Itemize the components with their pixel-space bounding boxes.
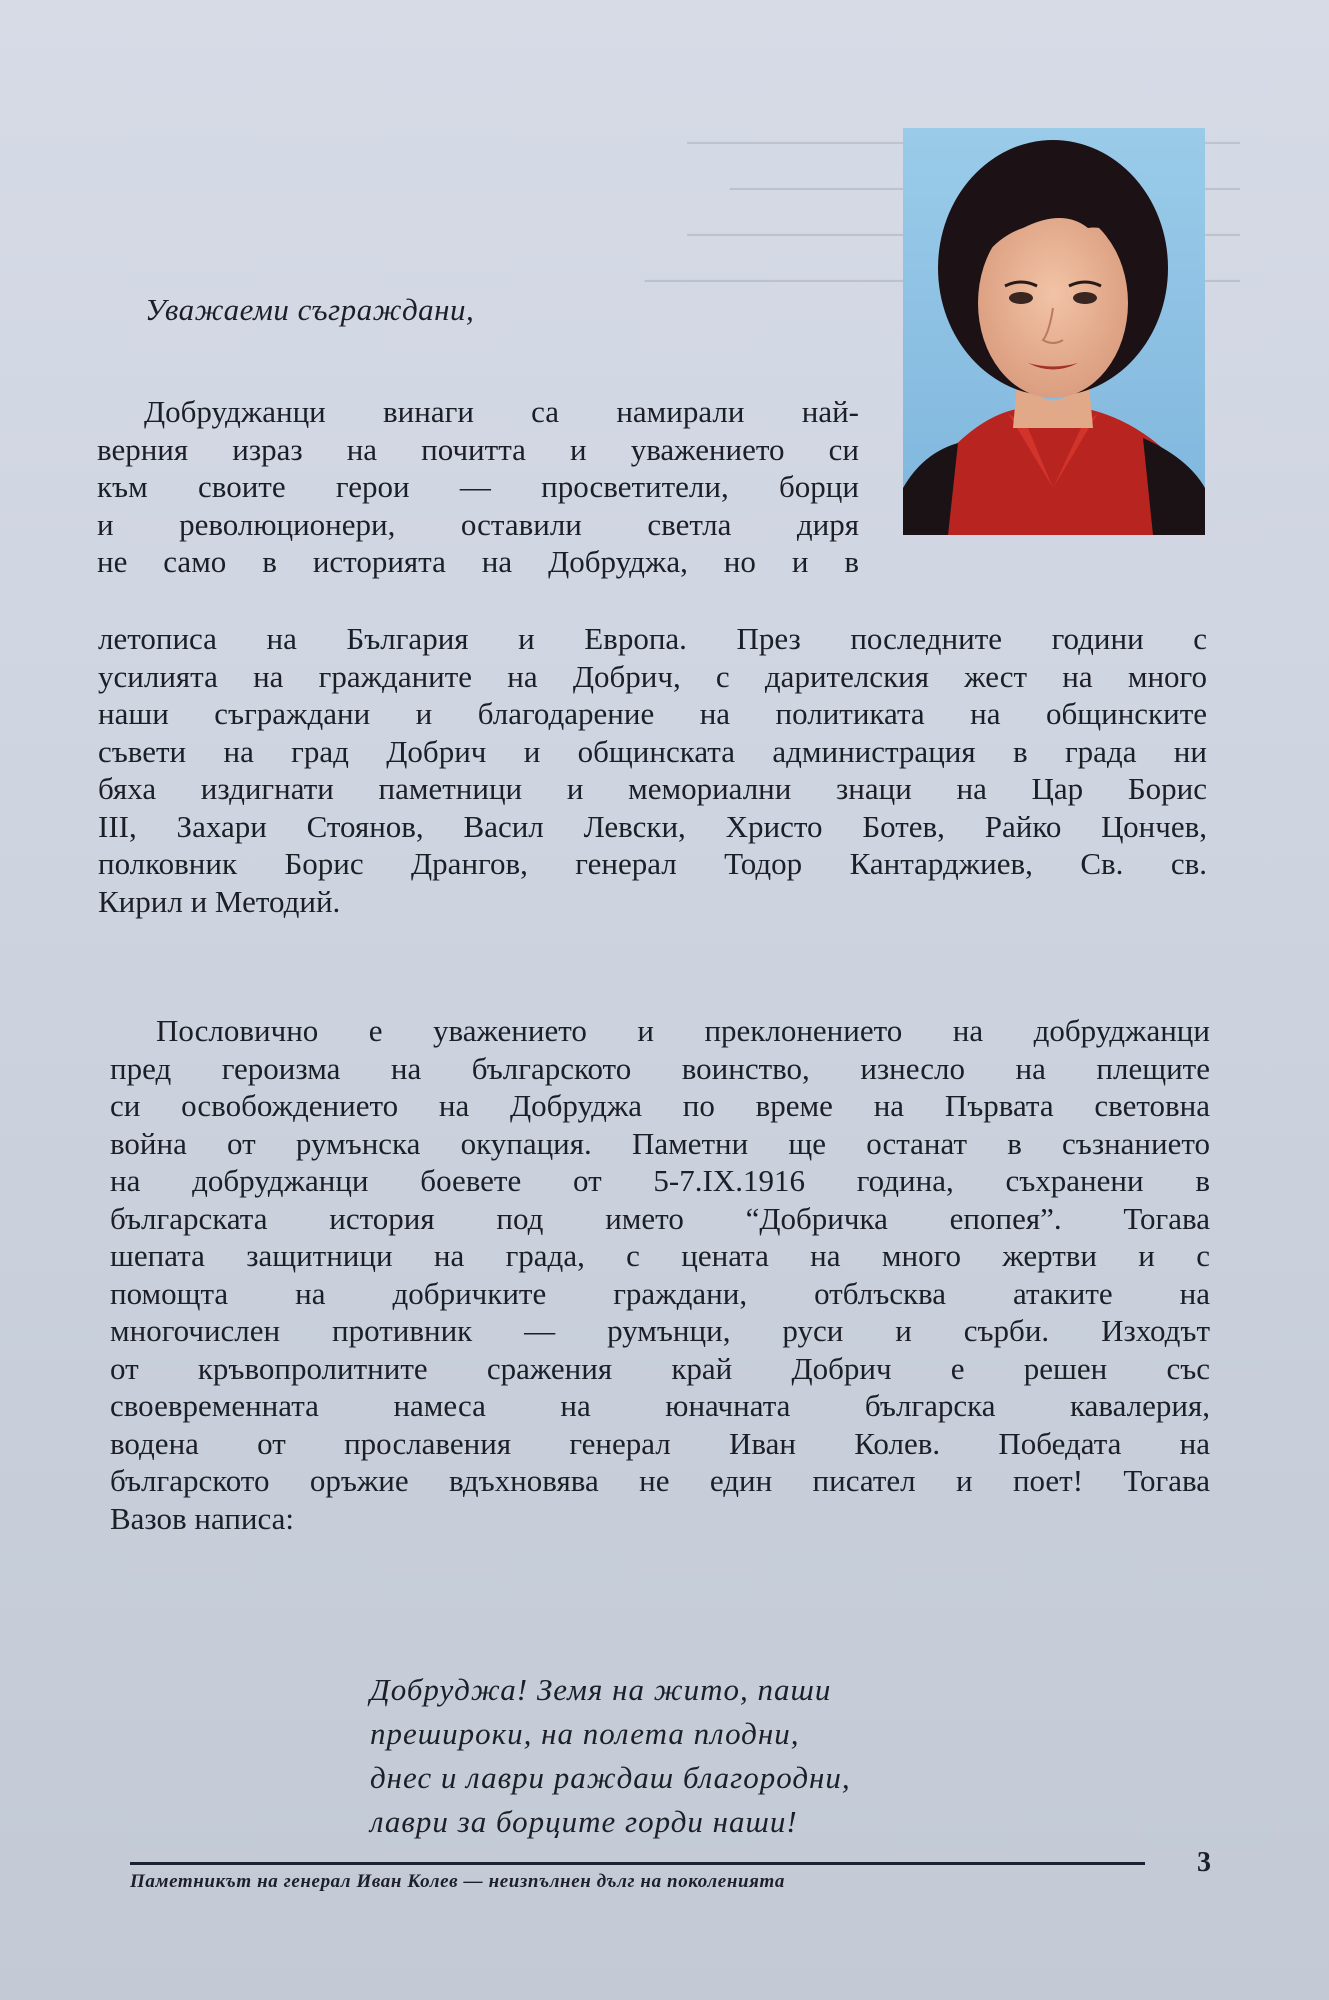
page-number: 3 xyxy=(1197,1847,1211,1878)
text-line: на добруджанци боевете от 5-7.IX.1916 година, съхранени в xyxy=(110,1163,1210,1198)
text-line: българската история под името “Добричка епопея”. Тогава xyxy=(110,1200,1210,1236)
salutation: Уважаеми съграждани, xyxy=(145,292,475,327)
text-line: от кръвопролитните сражения край Добрич е решен със xyxy=(110,1350,1210,1386)
poem-quote xyxy=(370,1668,851,1844)
text-line: българското оръжие вдъхновява не един писател и поет! Тогава xyxy=(110,1463,1210,1498)
text-line: своевременната намеса на юначната българска кавалерия, xyxy=(110,1388,1210,1423)
text-line: летописа на България и Европа. През последните години с xyxy=(98,621,1207,656)
author-portrait xyxy=(903,128,1205,535)
running-footer-title: Паметникът на генерал Иван Колев — неизпълнен дълг на поколенията xyxy=(130,1871,785,1892)
poem-line: прешироки, на полета плодни, xyxy=(370,1716,800,1751)
text-line: Кирил и Методий. xyxy=(98,883,341,919)
text-line: не само в историята на Добруджа, но и в xyxy=(97,544,859,579)
text-line: пред героизма на българското воинство, изнесло на плещите xyxy=(110,1050,1210,1086)
text-line: шепата защитници на града, с цената на много жертви и с xyxy=(110,1238,1210,1273)
text-line: III, Захари Стоянов, Васил Левски, Христо Ботев, Райко Цончев, xyxy=(98,808,1207,844)
text-line: полковник Борис Дрангов, генерал Тодор Кантарджиев, Св. св. xyxy=(98,846,1207,881)
text-line: война от румънска окупация. Паметни ще останат в съзнанието xyxy=(110,1125,1210,1161)
text-line: към своите герои — просветители, борци xyxy=(97,469,859,504)
text-line: Пословично е уважението и преклонението на добруджанци xyxy=(156,1013,1210,1048)
paragraph-1-beside-portrait xyxy=(97,393,859,581)
poem-line: Добруджа! Земя на жито, паши xyxy=(370,1672,832,1707)
paragraph-2 xyxy=(110,1012,1210,1537)
portrait-image xyxy=(903,128,1205,535)
paragraph-1-full-width xyxy=(98,620,1207,920)
text-line: многочислен противник — румънци, руси и сърби. Изходът xyxy=(110,1313,1210,1348)
footer-rule xyxy=(130,1862,1145,1865)
text-line: бяха издигнати паметници и мемориални знаци на Цар Борис xyxy=(98,771,1207,806)
text-line: си освобождението на Добруджа по време на Първата световна xyxy=(110,1088,1210,1123)
text-line: верния израз на почитта и уважението си xyxy=(97,431,859,467)
text-line: наши съграждани и благодарение на политиката на общинските xyxy=(98,696,1207,731)
poem-line: днес и лаври раждаш благородни, xyxy=(370,1760,851,1795)
text-line: Добруджанци винаги са намирали най- xyxy=(144,394,859,429)
text-line: и революционери, оставили светла диря xyxy=(97,506,859,542)
text-line: водена от прославения генерал Иван Колев. Победата на xyxy=(110,1425,1210,1461)
text-line: помощта на добричките граждани, отблъсква атаките на xyxy=(110,1275,1210,1311)
text-line: Вазов написа: xyxy=(110,1500,295,1536)
text-line: съвети на град Добрич и общинската администрация в града ни xyxy=(98,733,1207,769)
poem-line: лаври за борците горди наши! xyxy=(370,1804,798,1839)
text-line: усилията на гражданите на Добрич, с дарителския жест на много xyxy=(98,658,1207,694)
